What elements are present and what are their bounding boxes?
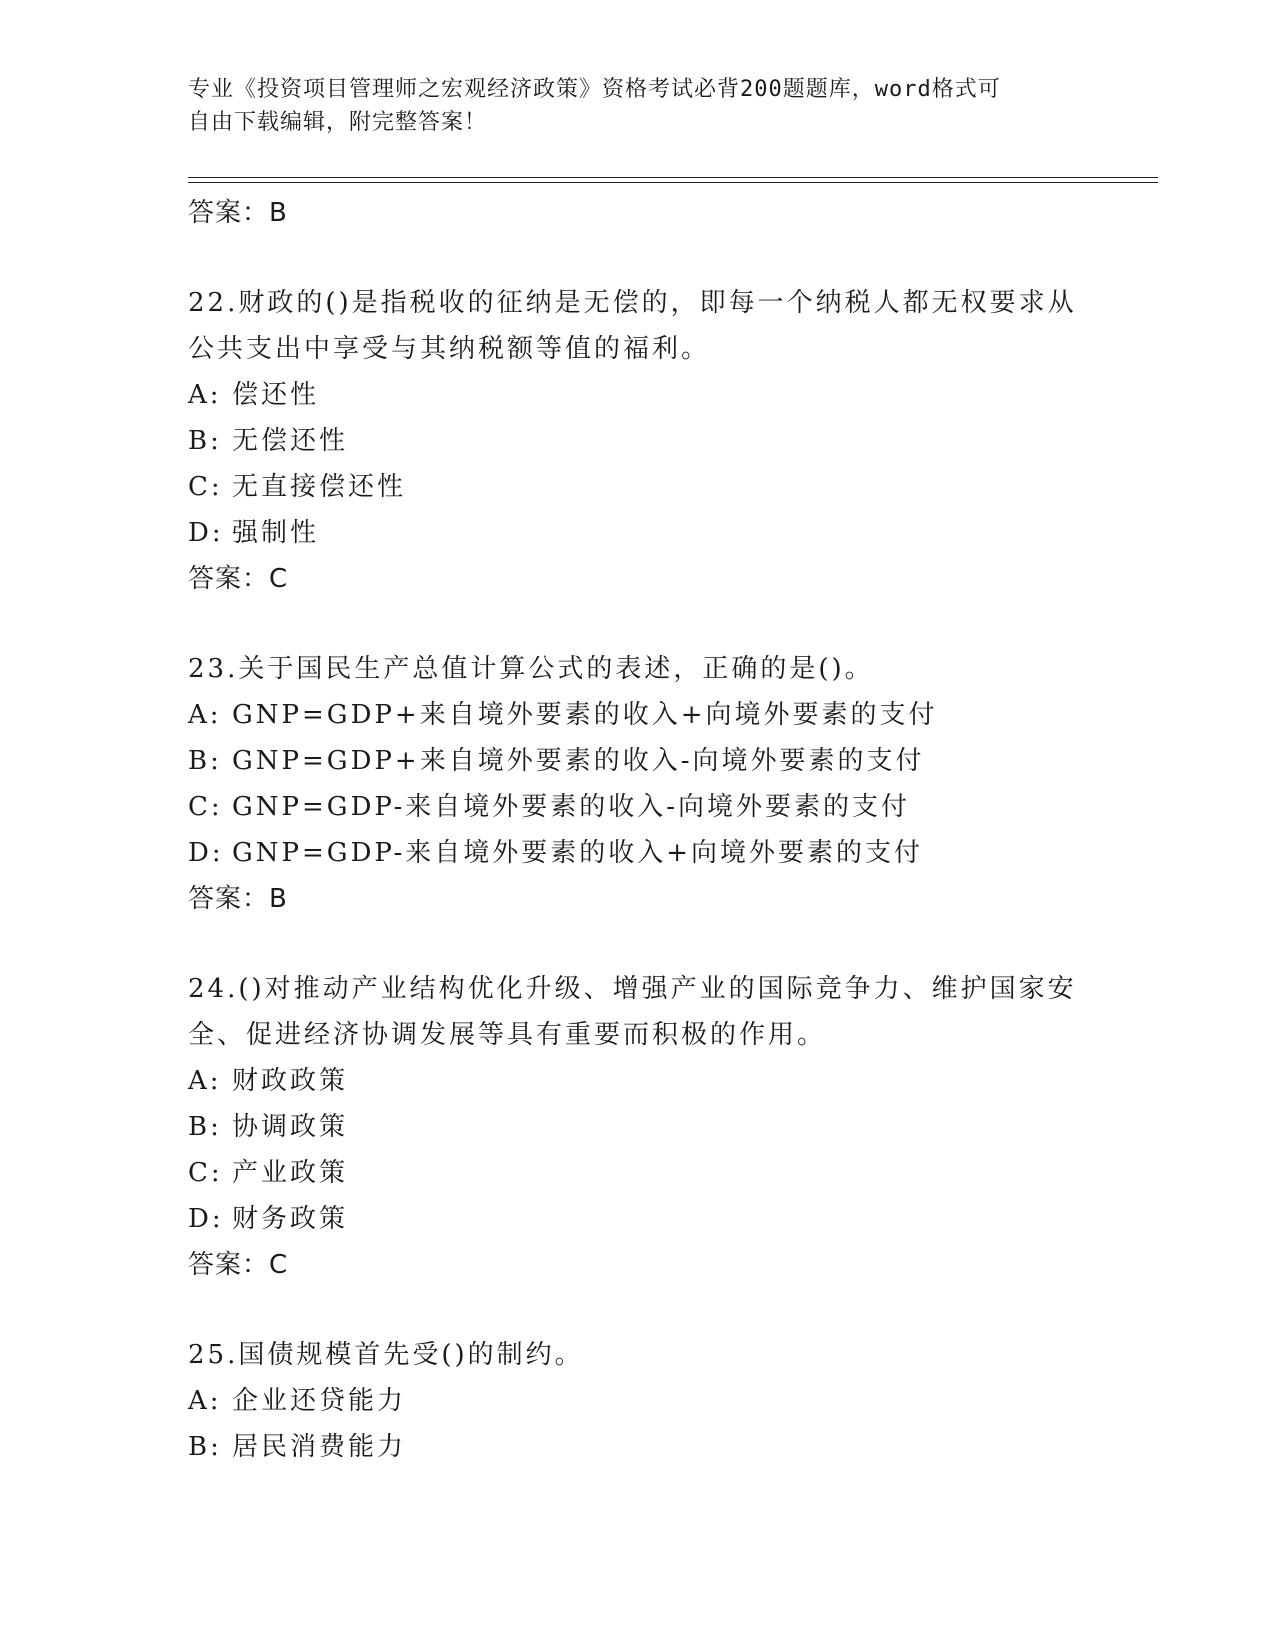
option-c <box>188 464 1088 510</box>
option-text: 财政政策 <box>232 1066 349 1096</box>
option-letter: D: <box>188 1204 224 1234</box>
option-text: GNP=GDP-来自境外要素的收入-向境外要素的支付 <box>232 792 911 822</box>
option-c <box>188 784 1088 830</box>
option-text: 产业政策 <box>232 1158 349 1188</box>
question-item <box>188 280 1088 602</box>
answer-line: 答案：C <box>188 1250 289 1280</box>
option-letter: C: <box>188 1158 223 1188</box>
answer-line: 答案：C <box>188 564 289 594</box>
option-letter: D: <box>188 518 224 548</box>
option-letter: B: <box>188 1112 222 1142</box>
option-d <box>188 1196 1088 1242</box>
question-item <box>188 646 1088 922</box>
document-body <box>188 190 1088 1470</box>
option-text: 无偿还性 <box>232 426 349 456</box>
answer-line: 答案：B <box>188 884 288 914</box>
question-stem: 22.财政的()是指税收的征纳是无偿的，即每一个纳税人都无权要求从公共支出中享受与其纳税额等值的福利。 <box>188 288 1077 364</box>
option-b <box>188 738 1088 784</box>
option-text: 强制性 <box>232 518 320 548</box>
option-letter: C: <box>188 792 223 822</box>
option-letter: B: <box>188 426 222 456</box>
option-b <box>188 418 1088 464</box>
header-divider-top <box>188 177 1158 178</box>
option-text: 协调政策 <box>232 1112 349 1142</box>
option-text: 财务政策 <box>232 1204 349 1234</box>
option-a <box>188 692 1088 738</box>
option-d <box>188 830 1088 876</box>
question-stem: 25.国债规模首先受()的制约。 <box>188 1340 584 1370</box>
option-text: GNP=GDP+来自境外要素的收入-向境外要素的支付 <box>232 746 925 776</box>
question-item <box>188 966 1088 1288</box>
option-text: GNP=GDP-来自境外要素的收入+向境外要素的支付 <box>232 838 924 868</box>
option-a <box>188 372 1088 418</box>
option-text: 无直接偿还性 <box>232 472 407 502</box>
option-letter: A: <box>188 380 222 410</box>
option-letter: B: <box>188 746 222 776</box>
question-stem: 24.()对推动产业结构优化升级、增强产业的国际竞争力、维护国家安全、促进经济协调发展等具有重要而积极的作用。 <box>188 974 1077 1050</box>
option-text: 居民消费能力 <box>232 1432 407 1462</box>
answer-line: 答案：B <box>188 198 288 228</box>
option-a <box>188 1378 1088 1424</box>
option-letter: C: <box>188 472 223 502</box>
option-text: 企业还贷能力 <box>232 1386 407 1416</box>
question-stem: 23.关于国民生产总值计算公式的表述，正确的是()。 <box>188 654 874 684</box>
option-letter: D: <box>188 838 224 868</box>
option-c <box>188 1150 1088 1196</box>
option-letter: A: <box>188 1386 222 1416</box>
option-d <box>188 510 1088 556</box>
option-a <box>188 1058 1088 1104</box>
header-line-2: 自由下载编辑，附完整答案！ <box>188 110 488 135</box>
option-letter: A: <box>188 700 222 730</box>
option-letter: B: <box>188 1432 222 1462</box>
header-divider-bottom <box>188 182 1158 183</box>
option-b <box>188 1424 1088 1470</box>
question-item <box>188 1332 1088 1470</box>
option-text: GNP=GDP+来自境外要素的收入+向境外要素的支付 <box>232 700 938 730</box>
option-b <box>188 1104 1088 1150</box>
header-line-1: 专业《投资项目管理师之宏观经济政策》资格考试必背200题题库，word格式可 <box>188 77 1001 102</box>
option-letter: A: <box>188 1066 222 1096</box>
document-header <box>188 73 1088 139</box>
option-text: 偿还性 <box>232 380 320 410</box>
